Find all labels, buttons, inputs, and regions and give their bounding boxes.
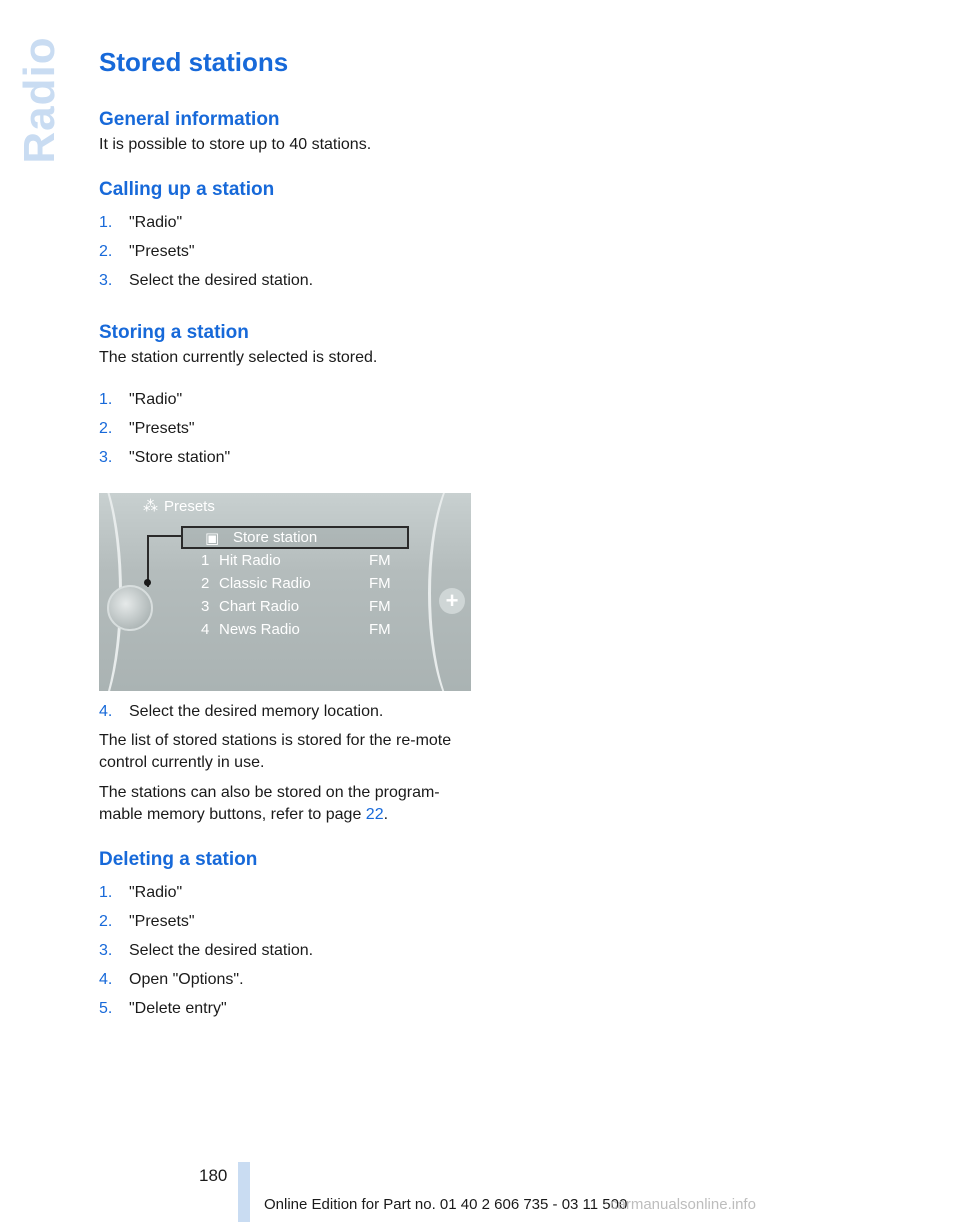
storing-step-4 [99,701,479,723]
preset-row[interactable]: 2 Classic Radio FM [201,575,391,592]
radio-wave-icon: ⁂ [143,498,158,515]
list-item: 4. Select the desired memory location. [99,703,384,720]
presets-screen-figure [99,493,471,691]
page-content [99,40,479,1027]
plus-icon: + [439,588,465,614]
list-item: 2. "Presets" [99,420,195,437]
list-item: 1. "Radio" [99,391,183,408]
page-reference-link[interactable]: 22 [365,806,384,823]
storing-note-1: The list of stored stations is stored for the re-mote control currently in use. [99,732,452,771]
list-item: 1. "Radio" [99,214,183,231]
controller-knob-icon [107,585,153,631]
screen-title: Presets [164,497,215,515]
preset-row[interactable]: 4 News Radio FM [201,621,391,638]
chapter-side-tab [15,36,64,164]
storing-note-2: The stations can also be stored on the program-mable memory buttons, refer to page 22. [99,784,440,823]
list-item: 3. Select the desired station. [99,942,314,959]
list-item: 1. "Radio" [99,884,183,901]
storing-steps [99,389,479,469]
heading-calling-up: Calling up a station [99,179,275,200]
heading-deleting: Deleting a station [99,849,258,870]
list-item: 4. Open "Options". [99,971,244,988]
callout-dot [144,579,151,586]
presets-menu [181,526,409,641]
heading-general-information: General information [99,109,280,130]
heading-storing: Storing a station [99,322,249,343]
list-item: 3. "Store station" [99,449,231,466]
deleting-steps [99,882,479,1020]
preset-row[interactable]: 1 Hit Radio FM [201,552,391,569]
page-title: Stored stations [99,47,289,77]
general-text: It is possible to store up to 40 stations. [99,136,372,153]
screen-title-bar [143,497,215,515]
preset-row[interactable]: 3 Chart Radio FM [201,598,391,615]
list-item: 5. "Delete entry" [99,1000,227,1017]
callout-line [147,535,183,587]
footer-edition: Online Edition for Part no. 01 40 2 606 735 - 03 11 500 [264,1196,628,1213]
list-item: 2. "Presets" [99,243,195,260]
storing-text: The station currently selected is stored. [99,349,378,366]
list-item: 2. "Presets" [99,913,195,930]
list-item: 3. Select the desired station. [99,272,314,289]
footer-accent-bar [238,1162,250,1222]
save-icon: ▣ [205,529,220,547]
watermark: carmanualsonline.info [610,1196,756,1213]
store-station-menu-item[interactable]: ▣ Store station [181,526,409,549]
chapter-label: Radio [15,36,64,164]
page-number: 180 [199,1166,228,1185]
calling-steps [99,212,479,292]
